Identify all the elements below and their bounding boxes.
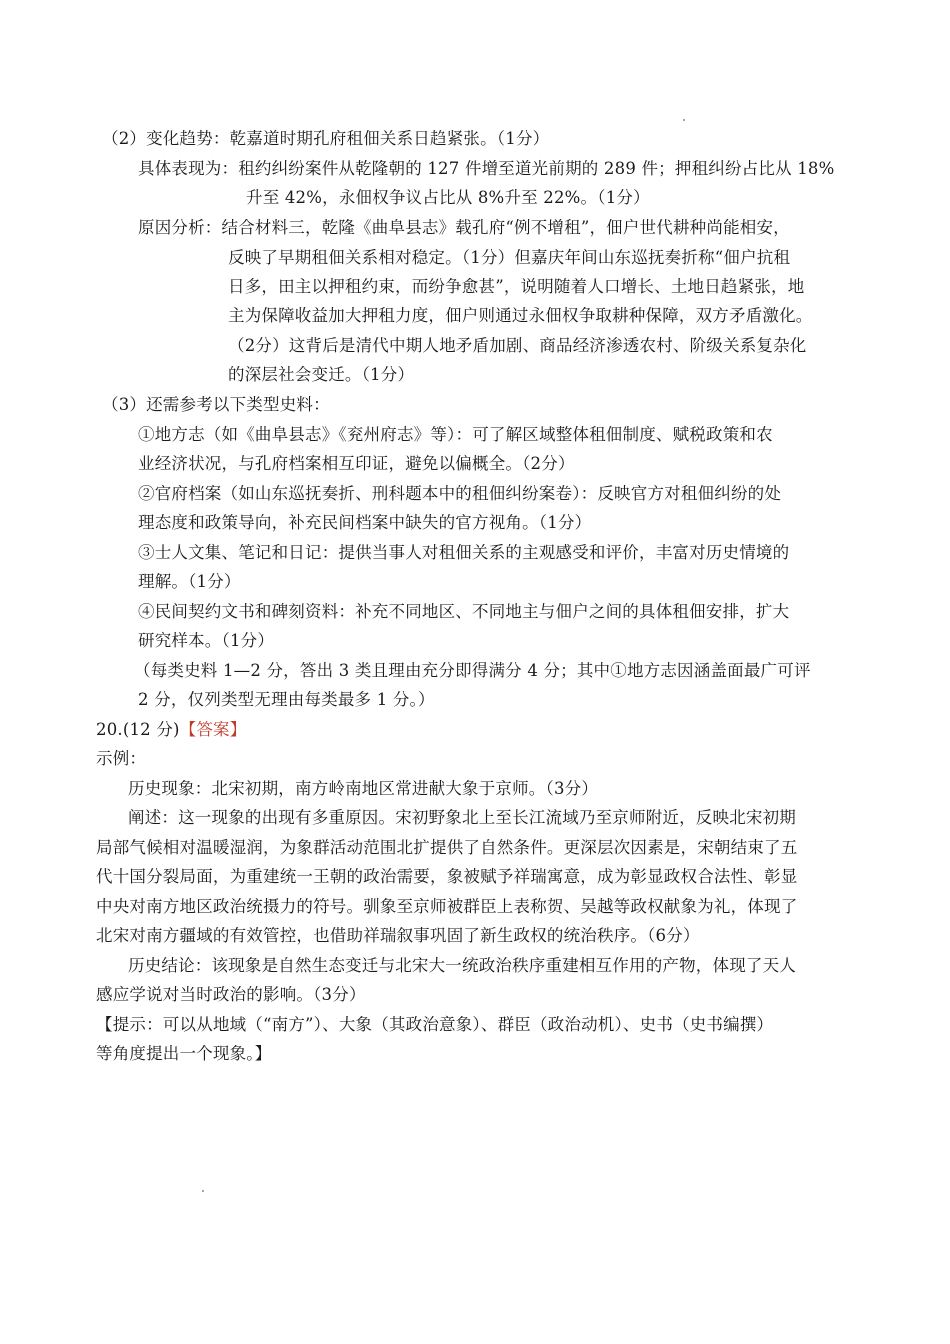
hint-line-1: 【提示：可以从地域（“南方”）、大象（其政治意象）、群臣（政治动机）、史书（史书编撰） (96, 1015, 774, 1034)
cause-line-5: （2分）这背后是清代中期人地矛盾加剧、商品经济渗透农村、阶级关系复杂化 (228, 336, 807, 355)
elaboration-line-1: 阐述：这一现象的出现有多重原因。宋初野象北上至长江流域乃至京师附近，反映北宋初期 (128, 808, 796, 827)
cause-line-2: 反映了早期租佃关系相对稳定。（1分）但嘉庆年间山东巡抚奏折称“佃户抗租 (228, 248, 791, 267)
scan-speck (202, 1190, 204, 1192)
manifestation-line-1: 具体表现为：租约纠纷案件从乾隆朝的 127 件增至道光前期的 289 件；押租纠纷占比从 18% (138, 159, 835, 178)
source-item-3a: ③士人文集、笔记和日记：提供当事人对租佃关系的主观感受和评价，丰富对历史情境的 (138, 543, 790, 562)
hint-line-2: 等角度提出一个现象。】 (96, 1044, 272, 1063)
cause-line-3: 日多，田主以押租约束，而纷争愈甚”，说明随着人口增长、土地日趋紧张，地 (228, 277, 805, 296)
part3-intro: （3）还需参考以下类型史料： (102, 395, 330, 414)
elaboration-line-4: 中央对南方地区政治统摄力的符号。驯象至京师被群臣上表称贺、吴越等政权献象为礼，体现了 (96, 897, 798, 916)
source-item-4a: ④民间契约文书和碑刻资料：补充不同地区、不同地主与佃户之间的具体租佃安排，扩大 (138, 602, 790, 621)
answer-tag: 【答案】 (179, 720, 247, 739)
q20-number: 20.(12 分) (96, 720, 180, 739)
cause-line-4: 主为保障收益加大押租力度，佃户则通过永佃权争取耕种保障，双方矛盾激化。 (228, 306, 813, 325)
source-item-1a: ①地方志（如《曲阜县志》《兖州府志》等）：可了解区域整体租佃制度、赋税政策和农 (138, 425, 773, 444)
conclusion-line-1: 历史结论：该现象是自然生态变迁与北宋大一统政治秩序重建相互作用的产物，体现了天人 (128, 956, 796, 975)
source-item-1b: 业经济状况，与孔府档案相互印证，避免以偏概全。（2分） (138, 454, 575, 473)
cause-line-6: 的深层社会变迁。（1分） (228, 365, 415, 384)
elaboration-line-3: 代十国分裂局面，为重建统一王朝的政治需要，象被赋予祥瑞寓意，成为彰显政权合法性、彰显 (96, 867, 798, 886)
source-item-2b: 理态度和政策导向，补充民间档案中缺失的官方视角。（1分） (138, 513, 592, 532)
scoring-note-b: 2 分，仅列类型无理由每类最多 1 分。） (138, 690, 435, 709)
source-item-4b: 研究样本。（1分） (138, 631, 275, 650)
q20-header (96, 719, 246, 741)
phenomenon-line: 历史现象：北宋初期，南方岭南地区常进献大象于京师。（3分） (128, 779, 599, 798)
scoring-note-a: （每类史料 1—2 分，答出 3 类且理由充分即得满分 4 分；其中①地方志因涵盖面最广可评 (134, 661, 811, 680)
conclusion-line-2: 感应学说对当时政治的影响。（3分） (96, 985, 366, 1004)
manifestation-line-2: 升至 42%，永佃权争议占比从 8%升至 22%。（1分） (246, 188, 650, 207)
source-item-2a: ②官府档案（如山东巡抚奏折、刑科题本中的租佃纠纷案卷）：反映官方对租佃纠纷的处 (138, 484, 782, 503)
source-item-3b: 理解。（1分） (138, 572, 241, 591)
cause-line-1: 原因分析：结合材料三，乾隆《曲阜县志》载孔府“例不增租”，佃户世代耕种尚能相安， (138, 218, 790, 237)
elaboration-line-2: 局部气候相对温暖湿润，为象群活动范围北扩提供了自然条件。更深层次因素是，宋朝结束了五 (96, 838, 798, 857)
scan-speck (683, 119, 685, 121)
example-label: 示例： (96, 749, 147, 768)
trend-line: （2）变化趋势：乾嘉道时期孔府租佃关系日趋紧张。（1分） (102, 129, 550, 148)
elaboration-line-5: 北宋对南方疆域的有效管控，也借助祥瑞叙事巩固了新生政权的统治秩序。（6分） (96, 926, 700, 945)
